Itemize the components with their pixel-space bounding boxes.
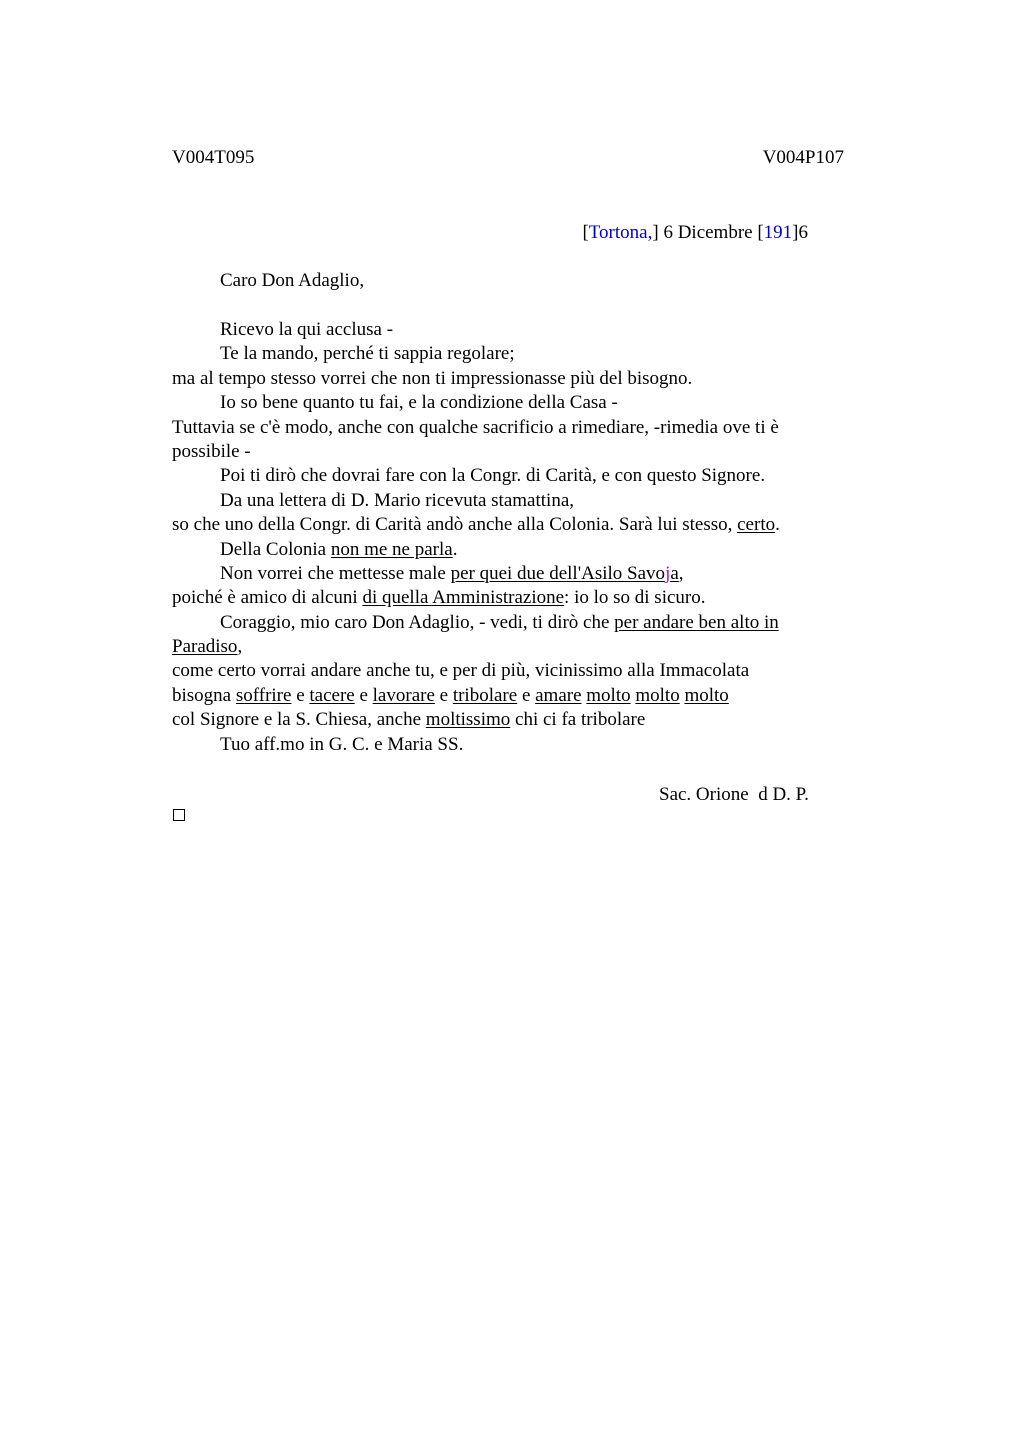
body-text-span: per quei due dell'Asilo Savo: [450, 562, 666, 584]
body-text-span: chi ci fa tribolare: [510, 709, 646, 731]
underlined-word: lavorare: [372, 684, 435, 706]
body-line: [172, 684, 842, 708]
body-line: Io so bene quanto tu fai, e la condizione della Casa -: [220, 392, 618, 414]
underlined-word: tacere: [309, 684, 355, 706]
date-year-end: 6: [798, 222, 808, 243]
underlined-phrase: di quella Amministrazione: [362, 587, 565, 609]
body-line: Tuttavia se c'è modo, anche con qualche sacrificio a rimediare, -rimedia ove ti è: [172, 416, 779, 438]
body-line: [172, 562, 842, 586]
underlined-word: molto: [635, 684, 680, 706]
date-bracket: ]: [792, 222, 799, 243]
body-text-span: ,: [678, 562, 684, 584]
sic-marker: j: [665, 562, 671, 584]
date-year-part: 191: [763, 222, 793, 243]
body-text-span: Della Colonia: [220, 538, 331, 560]
signature: Sac. Orione d D. P.: [659, 784, 809, 805]
body-text-span: Coraggio, mio caro Don Adaglio, - vedi, ti dirò che: [220, 611, 615, 633]
body-line: Te la mando, perché ti sappia regolare;: [220, 343, 515, 365]
body-text-span: a: [670, 562, 679, 584]
underlined-phrase: non me ne parla: [330, 538, 453, 560]
body-line: [172, 513, 842, 537]
body-text-span: e: [517, 684, 536, 706]
body-line: [172, 635, 842, 659]
body-text-span: e: [354, 684, 373, 706]
body-text-span: .: [452, 538, 458, 560]
body-text-span: poiché è amico di alcuni: [172, 587, 363, 609]
body-line: [172, 708, 842, 732]
body-line: Poi ti dirò che dovrai fare con la Congr. di Carità, e con questo Signore.: [220, 465, 766, 487]
body-text-span: Non vorrei che mettesse male: [220, 562, 451, 584]
body-line: Ricevo la qui acclusa -: [220, 319, 394, 340]
body-text-span: col Signore e la S. Chiesa, anche: [172, 709, 426, 731]
header-right-code: V004P107: [762, 147, 844, 168]
body-text-span: e: [434, 684, 453, 706]
header-left-code: V004T095: [172, 147, 255, 168]
body-line: Da una lettera di D. Mario ricevuta stamattina,: [220, 489, 575, 511]
underlined-phrase: [451, 563, 679, 584]
body-line: [172, 586, 842, 610]
closing-line: Tuo aff.mo in G. C. e Maria SS.: [220, 733, 464, 755]
underlined-word: tribolare: [452, 684, 518, 706]
greeting: Caro Don Adaglio,: [220, 270, 365, 291]
underlined-phrase: Paradiso: [172, 636, 238, 658]
letter-body: [172, 318, 842, 757]
underlined-word: moltissimo: [425, 709, 511, 731]
body-line: possibile -: [172, 440, 251, 462]
body-line: come certo vorrai andare anche tu, e per di più, vicinissimo alla Immacolata: [172, 660, 750, 682]
checkbox-square-icon: [173, 809, 185, 821]
letter-date: [582, 222, 808, 244]
body-line: [172, 538, 842, 562]
body-text-span: bisogna: [172, 684, 236, 706]
body-text-span: e: [291, 684, 310, 706]
body-text-span: ,: [237, 636, 243, 658]
body-text-span: so che uno della Congr. di Carità andò anche alla Colonia. Sarà lui stesso,: [172, 514, 738, 536]
underlined-phrase: per andare ben alto in: [614, 611, 779, 633]
underlined-word: molto: [586, 684, 631, 706]
body-line: [172, 611, 842, 635]
underlined-word: soffrire: [235, 684, 292, 706]
date-place: Tortona,: [588, 222, 653, 243]
underlined-phrase: certo: [737, 514, 776, 536]
underlined-word: molto: [684, 684, 729, 706]
body-text-span: .: [775, 514, 780, 536]
date-day-month: 6 Dicembre: [658, 222, 758, 243]
underlined-word: amare: [535, 684, 582, 706]
body-line: ma al tempo stesso vorrei che non ti impressionasse più del bisogno.: [172, 367, 693, 389]
date-bracket: ]: [652, 222, 659, 243]
date-bracket: [: [582, 222, 589, 243]
date-bracket: [: [757, 222, 764, 243]
body-text-span: : io lo so di sicuro.: [564, 587, 706, 609]
